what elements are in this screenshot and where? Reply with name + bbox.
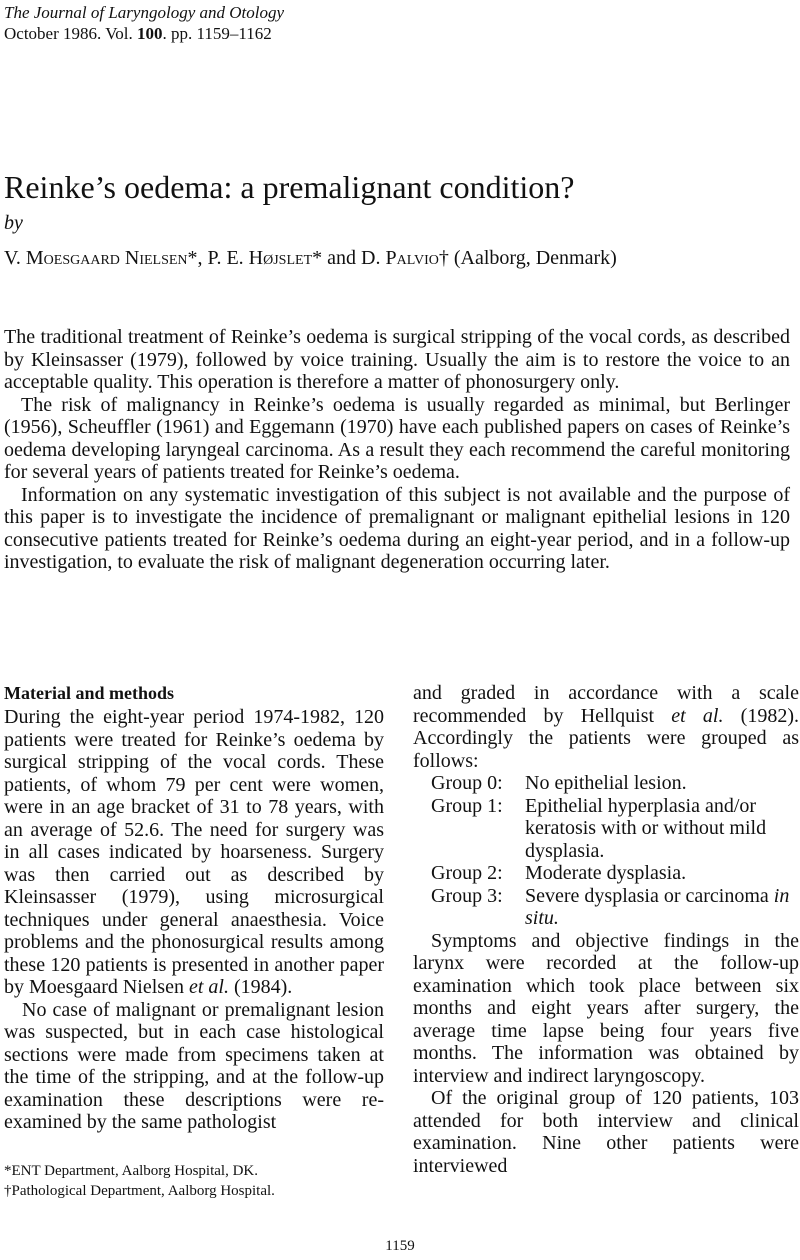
body-paragraph: Symptoms and objective findings in the larynx were recorded at the follow-up examination which took place between six months and eight years after surgery, the average time lapse being four years five months. The information was obtained by interview and indirect laryngoscopy. <box>413 929 799 1087</box>
abstract-paragraph: The risk of malignancy in Reinke’s oedema is usually regarded as minimal, but Berlinger (1956), Scheuffler (1961) and Eggemann (1970) have each published papers on cases of Reinke’s oedema developing laryngeal carcinoma. As a result they each recommend the careful monitoring for several years of patients treated for Reinke’s oedema. <box>4 393 790 483</box>
body-paragraph: and graded in accordance with a scale recommended by Hellquist et al. (1982). Accordingly the patients were grouped as follows: <box>413 682 799 772</box>
abstract-paragraph: The traditional treatment of Reinke’s oedema is surgical stripping of the vocal cords, as described by Kleinsasser (1979), followed by voice training. Usually the aim is to restore the voice to an acceptable quality. This operation is therefore a matter of phonosurgery only. <box>4 326 790 393</box>
footnotes <box>4 1161 275 1201</box>
group-item: Group 0: No epithelial lesion. <box>431 772 687 794</box>
abstract-paragraph: Information on any systematic investigation of this subject is not available and the purpose of this paper is to investigate the incidence of premalignant or malignant epithelial lesions in 120 consecutive patients treated for Reinke’s oedema during an eight-year period, and in a follow-up investigation, to evaluate the risk of malignant degeneration occurring later. <box>4 483 790 573</box>
by-line: by <box>4 212 23 234</box>
author-name: Palvio <box>385 247 439 269</box>
group-item: Group 2: Moderate dysplasia. <box>431 862 687 884</box>
body-paragraph: No case of malignant or premalignant lesion was suspected, but in each case histological sections were made from specimens taken at the time of the stripping, and at the follow-up examination these descriptions were re-examined by the same pathologist <box>4 998 384 1133</box>
page-number: 1159 <box>385 1238 415 1254</box>
section-heading: Material and methods <box>4 683 174 703</box>
abstract <box>4 326 790 574</box>
body-paragraph: During the eight-year period 1974-1982, 120 patients were treated for Reinke’s oedema by surgical stripping of the vocal cords. These patients, of whom 79 per cent were women, were in an age bracket of 31 to 78 years, with an average of 52.6. The need for surgery was in all cases indicated by hoarseness. Surgery was then carried out as described by Kleinsasser (1979), using microsurgical techniques under general anaesthesia. Voice problems and the phonosurgical results among these 120 patients is presented in another paper by Moesgaard Nielsen et al. (1984). <box>4 706 384 998</box>
group-item: Group 3: Severe dysplasia or carcinoma in situ. <box>431 884 790 929</box>
group-item: Group 1: Epithelial hyperplasia and/or keratosis with or without mild dysplasia. <box>431 794 767 862</box>
author-list: V. Moesgaard Nielsen*, P. E. Højslet* and D. Palvio† (Aalborg, Denmark) <box>4 247 617 269</box>
left-column <box>4 682 384 1134</box>
author-name: Moesgaard Nielsen <box>25 247 188 269</box>
journal-header <box>4 2 284 44</box>
journal-title: The Journal of Laryngology and Otology <box>4 3 285 22</box>
group-list <box>413 772 799 930</box>
footnote: †Pathological Department, Aalborg Hospital. <box>4 1183 275 1199</box>
paper-title: Reinke’s oedema: a premalignant condition? <box>4 169 575 205</box>
author-name: Højslet <box>248 247 313 269</box>
journal-issue: October 1986. Vol. 100. pp. 1159–1162 <box>4 24 272 43</box>
affiliation: (Aalborg, Denmark) <box>453 247 617 269</box>
right-column <box>413 682 799 1177</box>
body-paragraph: Of the original group of 120 patients, 103 attended for both interview and clinical examination. Nine other patients were interviewed <box>413 1087 799 1177</box>
footnote: *ENT Department, Aalborg Hospital, DK. <box>4 1163 258 1179</box>
